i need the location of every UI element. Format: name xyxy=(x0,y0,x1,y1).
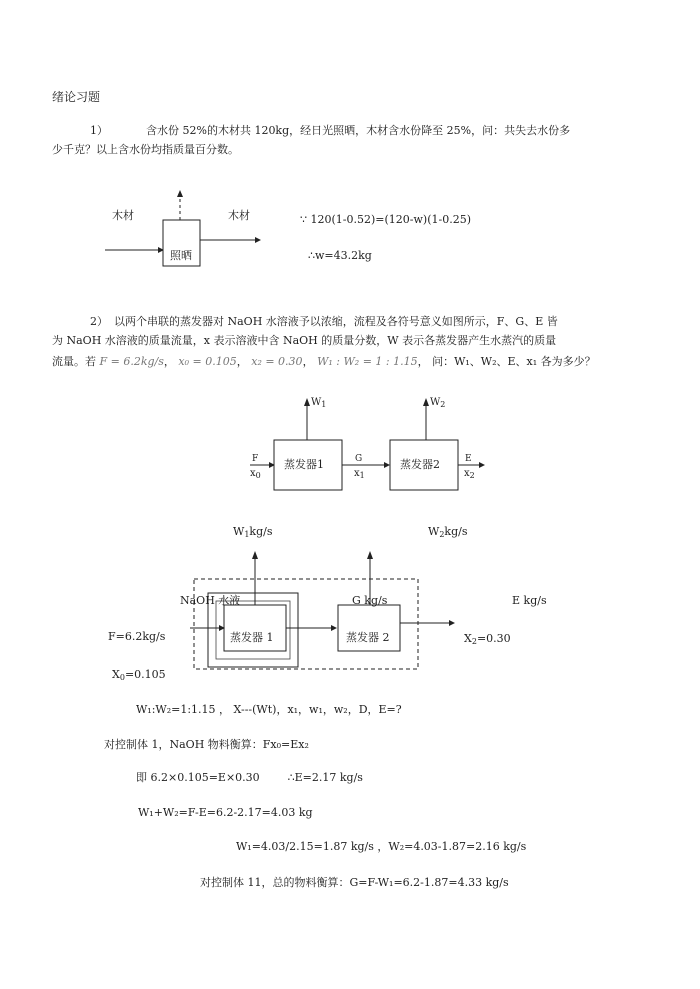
fig2-e-label: E xyxy=(465,454,472,464)
g-arrowhead xyxy=(331,625,337,631)
solution2-line6: 对控制体 11，总的物料衡算：G=F-W₁=6.2-1.87=4.33 kg/s xyxy=(200,876,509,889)
problem1-number: 1） xyxy=(90,124,108,137)
wood-input-label: 木材 xyxy=(112,209,134,222)
evaporator-schematic xyxy=(240,390,500,500)
fig3-evaporator2-label: 蒸发器 2 xyxy=(346,631,390,644)
given-x0: x₀ = 0.105 xyxy=(178,355,237,368)
fig2-evaporator1-label: 蒸发器1 xyxy=(284,458,324,471)
fig2-x1-label: $x_1$ xyxy=(354,468,365,480)
fig2-x0-label: $x_0$ xyxy=(250,468,261,480)
fig3-g-label: G kg/s xyxy=(352,594,388,607)
fig3-e-label: E kg/s xyxy=(512,594,547,607)
fig3-w2-label: $W_2kg/s$ xyxy=(428,525,468,539)
w1-arrowhead xyxy=(304,398,310,406)
problem2-question: 问：W₁、W₂、E、x₁ 各为多少？ xyxy=(432,355,596,368)
solution2-line1: W₁:W₂=1:1.15 ， X---(Wt)，x₁，w₁，w₂，D，E=? xyxy=(136,703,402,716)
fig3-w1-label: $W_1kg/s$ xyxy=(233,525,273,539)
w2-arrowhead xyxy=(423,398,429,406)
drying-diagram xyxy=(100,185,290,275)
solution2-line3: 即 6.2×0.105=E×0.30 ∴E=2.17 kg/s xyxy=(136,771,363,784)
given-x2: x₂ = 0.30 xyxy=(251,355,303,368)
fig2-evaporator2-label: 蒸发器2 xyxy=(400,458,440,471)
wood-output-label: 木材 xyxy=(228,209,250,222)
fig3-f-label: F=6.2kg/s xyxy=(108,630,166,643)
solution1-result: ∴w=43.2kg xyxy=(308,249,372,262)
solution2-line2: 对控制体 1，NaOH 物料衡算：Fx₀=Ex₂ xyxy=(104,738,309,751)
solution2-line5: W₁=4.03/2.15=1.87 kg/s ，W₂=4.03-1.87=2.16 kg/s xyxy=(236,840,527,853)
problem2-line3: 流量。若 F = 6.2kg/s， x₀ = 0.105， x₂ = 0.30， W₁ : W₂ = 1 : 1.15， 问：W₁、W₂、E、x₁ 各为多少？ xyxy=(52,355,596,368)
given-F: F = 6.2kg/s xyxy=(99,355,164,368)
fig3-x2-label: $X_2=0.30$ xyxy=(464,632,511,646)
solution1-equation: ∵ 120(1-0.52)=(120-w)(1-0.25) xyxy=(300,213,471,226)
fig2-g-label: G xyxy=(355,454,363,464)
w1-arrowhead xyxy=(252,551,258,559)
w2-arrowhead xyxy=(367,551,373,559)
fig3-x0-label: $X_0=0.105$ xyxy=(112,668,166,682)
fig3-naoh-label: NaOH 水液 xyxy=(180,594,241,607)
control-volume-diagram xyxy=(150,545,460,685)
problem2-line1: 以两个串联的蒸发器对 NaOH 水溶液予以浓缩，流程及各符号意义如图所示，F、G、E 皆 xyxy=(114,315,558,328)
fig2-w1-label: $W_1$ xyxy=(311,397,327,409)
drying-box-label: 照晒 xyxy=(170,249,192,262)
fig2-w2-label: $W_2$ xyxy=(430,397,446,409)
e-arrowhead xyxy=(449,620,455,626)
fig2-f-label: F xyxy=(252,454,259,464)
problem2-line3-intro: 流量。若 xyxy=(52,355,96,368)
fig3-evaporator1-label: 蒸发器 1 xyxy=(230,631,274,644)
e-arrowhead xyxy=(479,462,485,468)
page-heading: 绪论习题 xyxy=(52,90,101,104)
g-arrowhead xyxy=(384,462,390,468)
problem2-number: 2） xyxy=(90,315,108,328)
problem1-line1: 含水份 52%的木材共 120kg，经日光照晒，木材含水份降至 25%，问：共失去水份多 xyxy=(146,124,571,137)
solution2-line4: W₁+W₂=F-E=6.2-2.17=4.03 kg xyxy=(138,806,313,819)
problem2-line2: 为 NaOH 水溶液的质量流量，x 表示溶液中含 NaOH 的质量分数，W 表示各蒸发器产生水蒸汽的质量 xyxy=(52,334,557,347)
output-arrowhead xyxy=(255,237,261,243)
given-W-ratio: W₁ : W₂ = 1 : 1.15 xyxy=(317,355,418,368)
fig2-x2-label: $x_2$ xyxy=(464,468,475,480)
problem1-line2: 少千克？以上含水份均指质量百分数。 xyxy=(52,143,239,156)
vapor-arrowhead xyxy=(177,190,183,197)
